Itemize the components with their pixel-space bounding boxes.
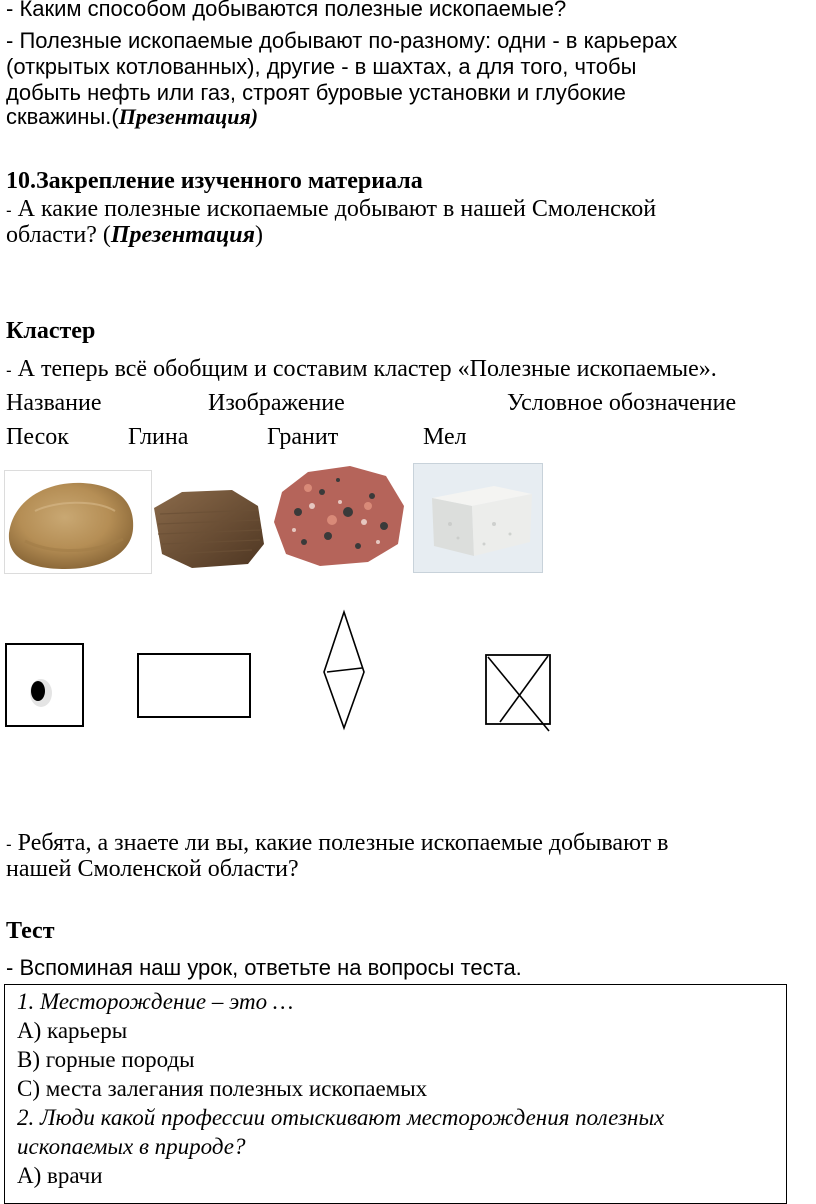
question-text-1: Ребята, а знаете ли вы, какие полезные ископаемые добывают в <box>17 830 669 856</box>
symbols-row <box>0 600 600 740</box>
dash-marker: - <box>6 201 12 220</box>
test-box <box>4 984 787 1204</box>
test-question-1: 1. Месторождение – это … <box>17 989 294 1014</box>
mineral-label-granite: Гранит <box>267 424 339 450</box>
cluster-instruction <box>6 356 717 384</box>
section-10-title: 10.Закрепление изученного материала <box>6 168 423 194</box>
section-10-line-1 <box>6 196 656 224</box>
sand-symbol-icon <box>6 644 83 726</box>
test-question-2-line-1: 2. Люди какой профессии отыскивают месторождения полезных <box>17 1105 665 1130</box>
clay-symbol-icon <box>138 654 250 717</box>
mineral-label-sand: Песок <box>6 424 69 450</box>
test-intro: - Вспоминая наш урок, ответьте на вопросы теста. <box>6 955 522 980</box>
section-10-text: А какие полезные ископаемые добывают в нашей Смоленской <box>17 196 657 222</box>
dash-marker: - <box>6 835 12 854</box>
granite-symbol-icon <box>324 612 364 728</box>
sand-image <box>4 470 152 574</box>
test-title: Тест <box>6 918 55 944</box>
test-q1-option-a[interactable]: А) карьеры <box>17 1018 128 1043</box>
test-q2-option-a[interactable]: А) врачи <box>17 1163 103 1188</box>
column-image-header: Изображение <box>208 390 345 416</box>
test-q1-option-c[interactable]: С) места залегания полезных ископаемых <box>17 1076 428 1101</box>
intro-answer-line-4 <box>6 104 258 130</box>
chalk-image <box>413 463 543 573</box>
test-q1-option-b[interactable]: В) горные породы <box>17 1047 195 1072</box>
section-10-line-2 <box>6 222 263 248</box>
presentation-label: Презентация) <box>118 104 259 129</box>
section-10-text-2: области? ( <box>6 222 111 248</box>
intro-answer-line-2: (открытых котлованных), другие - в шахтах, а для того, чтобы <box>6 54 637 79</box>
mineral-label-clay: Глина <box>128 424 189 450</box>
intro-answer-line-3: добыть нефть или газ, строят буровые установки и глубокие <box>6 80 626 105</box>
dash-marker: - <box>6 361 12 380</box>
clay-image <box>152 488 266 570</box>
mineral-label-chalk: Мел <box>423 424 467 450</box>
cluster-title: Кластер <box>6 318 96 344</box>
closing-paren: ) <box>254 222 263 248</box>
intro-answer-line-1: - Полезные ископаемые добывают по-разному: одни - в карьерах <box>6 28 678 53</box>
column-symbol-header: Условное обозначение <box>507 390 737 416</box>
intro-answer-text: скважины.( <box>6 104 119 129</box>
granite-image <box>268 462 408 570</box>
chalk-symbol-icon <box>486 655 550 731</box>
question-line-1 <box>6 830 669 858</box>
intro-question: - Каким способом добываются полезные ископаемые? <box>6 0 567 21</box>
presentation-label: Презентация <box>110 222 255 248</box>
question-line-2: нашей Смоленской области? <box>6 856 299 882</box>
column-name-header: Название <box>6 390 102 416</box>
cluster-instruction-text: А теперь всё обобщим и составим кластер «Полезные ископаемые». <box>17 356 717 382</box>
test-question-2-line-2: ископаемых в природе? <box>17 1134 246 1159</box>
